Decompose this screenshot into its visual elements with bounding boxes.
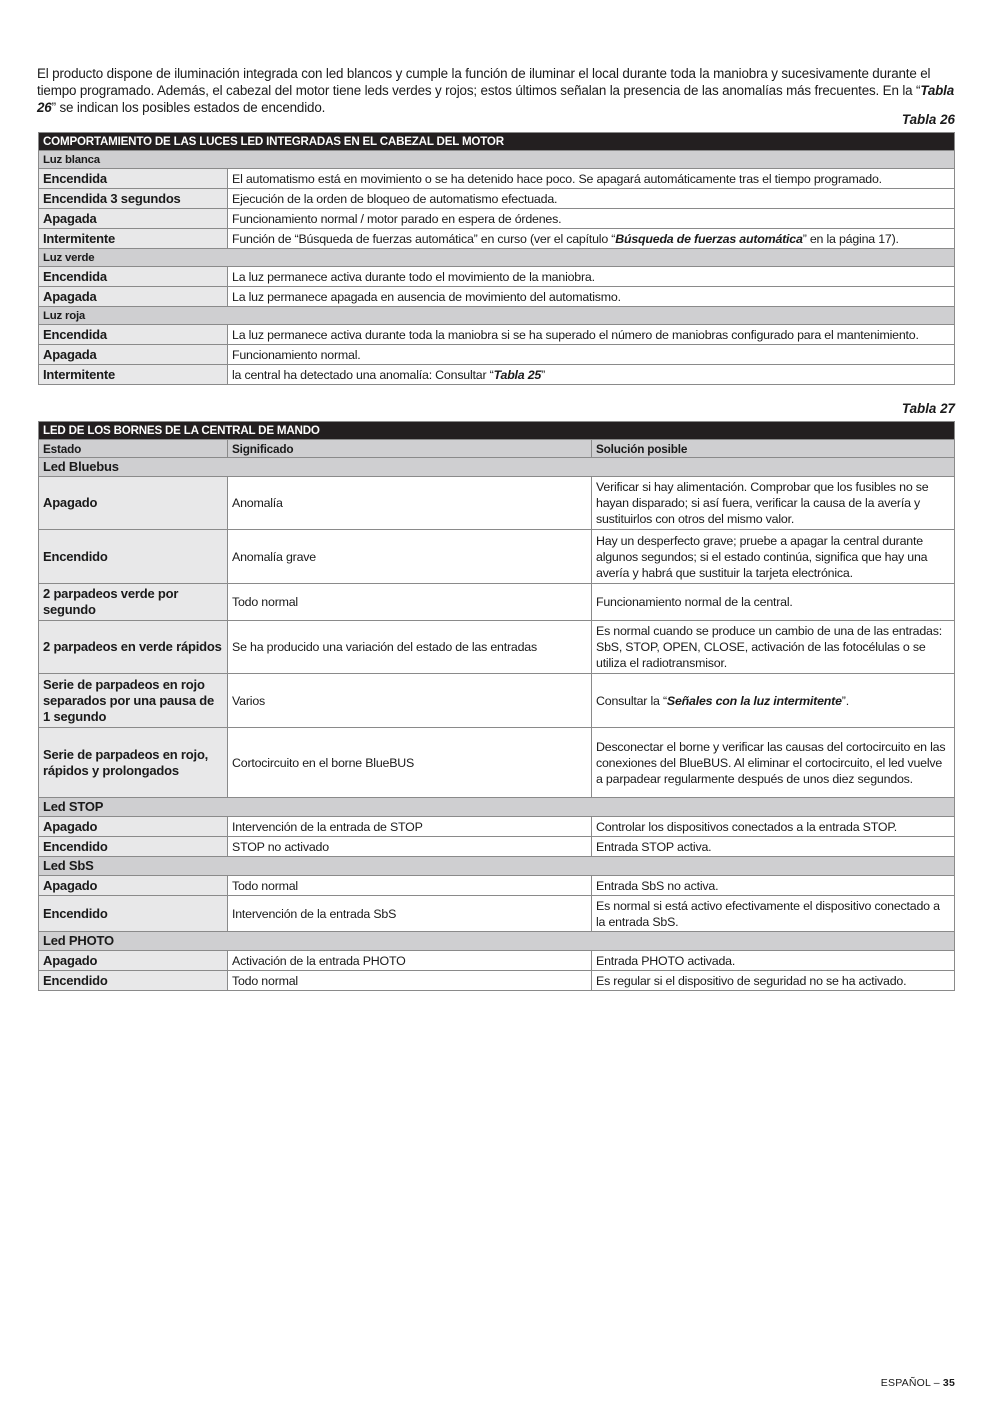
state-cell: Encendido — [39, 896, 228, 932]
state-cell: Intermitente — [39, 365, 228, 385]
state-cell: 2 parpadeos verde por segundo — [39, 584, 228, 621]
desc-cell: La luz permanece activa durante todo el movimiento de la maniobra. — [228, 267, 955, 287]
state-cell: Encendida — [39, 267, 228, 287]
meaning-cell: Todo normal — [228, 584, 592, 621]
table-row — [39, 674, 955, 728]
solution-cell: Entrada STOP activa. — [592, 837, 955, 857]
state-cell: Encendido — [39, 971, 228, 991]
state-cell: Encendido — [39, 530, 228, 584]
meaning-cell: Anomalía — [228, 477, 592, 530]
desc-cell: La luz permanece activa durante toda la maniobra si se ha superado el número de maniobras configurado para el mantenimiento. — [228, 325, 955, 345]
col-header-significado: Significado — [228, 440, 592, 458]
table-row — [39, 837, 955, 857]
table-row — [39, 345, 955, 365]
table-row — [39, 267, 955, 287]
state-cell: Serie de parpadeos en rojo separados por una pausa de 1 segundo — [39, 674, 228, 728]
state-cell: Apagada — [39, 345, 228, 365]
section-led-bluebus: Led Bluebus — [39, 458, 955, 477]
state-cell: Apagado — [39, 477, 228, 530]
state-cell: Apagado — [39, 951, 228, 971]
desc-cell: la central ha detectado una anomalía: Consultar “Tabla 25” — [228, 365, 955, 385]
desc-cell: La luz permanece apagada en ausencia de movimiento del automatismo. — [228, 287, 955, 307]
table-ref: Tabla 25 — [493, 367, 542, 382]
meaning-cell: Todo normal — [228, 971, 592, 991]
table27-title: LED DE LOS BORNES DE LA CENTRAL DE MANDO — [39, 422, 955, 440]
table-row — [39, 876, 955, 896]
table-row — [39, 477, 955, 530]
desc-cell: Funcionamiento normal. — [228, 345, 955, 365]
section-luz-blanca: Luz blanca — [39, 151, 955, 169]
table-row — [39, 287, 955, 307]
col-header-estado: Estado — [39, 440, 228, 458]
intro-table-ref: Tabla 26 — [37, 83, 955, 116]
table26-caption: Tabla 26 — [901, 112, 955, 127]
table-row — [39, 229, 955, 249]
section-led-sbs: Led SbS — [39, 857, 955, 876]
solution-cell: Es normal si está activo efectivamente el dispositivo conectado a la entrada SbS. — [592, 896, 955, 932]
page-number: 35 — [942, 1377, 955, 1389]
solution-cell: Desconectar el borne y verificar las causas del cortocircuito en las conexiones del BlueBUS. Al eliminar el cortocircuito, el led vuelve a parpadear regularmente después de unos diez segundos. — [592, 728, 955, 798]
meaning-cell: Anomalía grave — [228, 530, 592, 584]
table-row — [39, 530, 955, 584]
section-ref: Señales con la luz intermitente — [666, 693, 842, 708]
section-led-stop: Led STOP — [39, 798, 955, 817]
state-cell: Apagada — [39, 287, 228, 307]
desc-cell: El automatismo está en movimiento o se ha detenido hace poco. Se apagará automáticamente tras el tiempo programado. — [228, 169, 955, 189]
footer-language: ESPAÑOL – — [880, 1377, 943, 1389]
meaning-cell: Todo normal — [228, 876, 592, 896]
meaning-cell: STOP no activado — [228, 837, 592, 857]
state-cell: 2 parpadeos en verde rápidos — [39, 621, 228, 674]
state-cell: Apagada — [39, 209, 228, 229]
page-footer — [881, 1377, 955, 1389]
table-row — [39, 728, 955, 798]
state-cell: Encendida — [39, 325, 228, 345]
table-row — [39, 971, 955, 991]
table-row — [39, 209, 955, 229]
state-cell: Encendida 3 segundos — [39, 189, 228, 209]
chapter-ref: Búsqueda de fuerzas automática — [615, 231, 803, 246]
solution-cell: Controlar los dispositivos conectados a la entrada STOP. — [592, 817, 955, 837]
state-cell: Serie de parpadeos en rojo, rápidos y prolongados — [39, 728, 228, 798]
state-cell: Intermitente — [39, 229, 228, 249]
table27 — [38, 421, 955, 991]
solution-cell: Consultar la “Señales con la luz intermitente”. — [592, 674, 955, 728]
desc-cell: Ejecución de la orden de bloqueo de automatismo efectuada. — [228, 189, 955, 209]
solution-cell: Verificar si hay alimentación. Comprobar que los fusibles no se hayan disparado; si así fuera, verificar la causa de la avería y sustituirlos con otros del mismo valor. — [592, 477, 955, 530]
state-cell: Encendido — [39, 837, 228, 857]
solution-cell: Entrada SbS no activa. — [592, 876, 955, 896]
section-luz-verde: Luz verde — [39, 249, 955, 267]
table-row — [39, 189, 955, 209]
meaning-cell: Intervención de la entrada de STOP — [228, 817, 592, 837]
meaning-cell: Varios — [228, 674, 592, 728]
table-row — [39, 325, 955, 345]
table-row — [39, 169, 955, 189]
state-cell: Apagado — [39, 876, 228, 896]
table26 — [38, 132, 955, 385]
solution-cell: Es normal cuando se produce un cambio de una de las entradas: SbS, STOP, OPEN, CLOSE, activación de las fotocélulas o se utiliza el radiotransmisor. — [592, 621, 955, 674]
solution-cell: Funcionamiento normal de la central. — [592, 584, 955, 621]
meaning-cell: Intervención de la entrada SbS — [228, 896, 592, 932]
state-cell: Apagado — [39, 817, 228, 837]
intro-text: El producto dispone de iluminación integrada con led blancos y cumple la función de iluminar el local durante toda la maniobra y sucesivamente durante el tiempo programado. Además, el cabezal del motor tiene leds verdes y rojos; estos últimos señalan la presencia de las anomalías más frecuentes. En la “ — [37, 66, 931, 99]
state-cell: Encendida — [39, 169, 228, 189]
meaning-cell: Cortocircuito en el borne BlueBUS — [228, 728, 592, 798]
intro-text-end: ” se indican los posibles estados de encendido. — [51, 100, 326, 116]
section-luz-roja: Luz roja — [39, 307, 955, 325]
col-header-solucion: Solución posible — [592, 440, 955, 458]
desc-cell: Función de “Búsqueda de fuerzas automática” en curso (ver el capítulo “Búsqueda de fuerzas automática” en la página 17). — [228, 229, 955, 249]
meaning-cell: Se ha producido una variación del estado de las entradas — [228, 621, 592, 674]
table-row — [39, 896, 955, 932]
solution-cell: Entrada PHOTO activada. — [592, 951, 955, 971]
table26-title: COMPORTAMIENTO DE LAS LUCES LED INTEGRADAS EN EL CABEZAL DEL MOTOR — [39, 133, 955, 151]
table-row — [39, 584, 955, 621]
table-row — [39, 621, 955, 674]
solution-cell: Hay un desperfecto grave; pruebe a apagar la central durante algunos segundos; si el estado continúa, significa que hay una avería y habrá que sustituir la tarjeta electrónica. — [592, 530, 955, 584]
table-row — [39, 365, 955, 385]
meaning-cell: Activación de la entrada PHOTO — [228, 951, 592, 971]
desc-cell: Funcionamiento normal / motor parado en espera de órdenes. — [228, 209, 955, 229]
section-led-photo: Led PHOTO — [39, 932, 955, 951]
intro-paragraph — [37, 65, 955, 116]
table-row — [39, 951, 955, 971]
table27-caption: Tabla 27 — [901, 401, 955, 416]
solution-cell: Es regular si el dispositivo de seguridad no se ha activado. — [592, 971, 955, 991]
table-row — [39, 817, 955, 837]
